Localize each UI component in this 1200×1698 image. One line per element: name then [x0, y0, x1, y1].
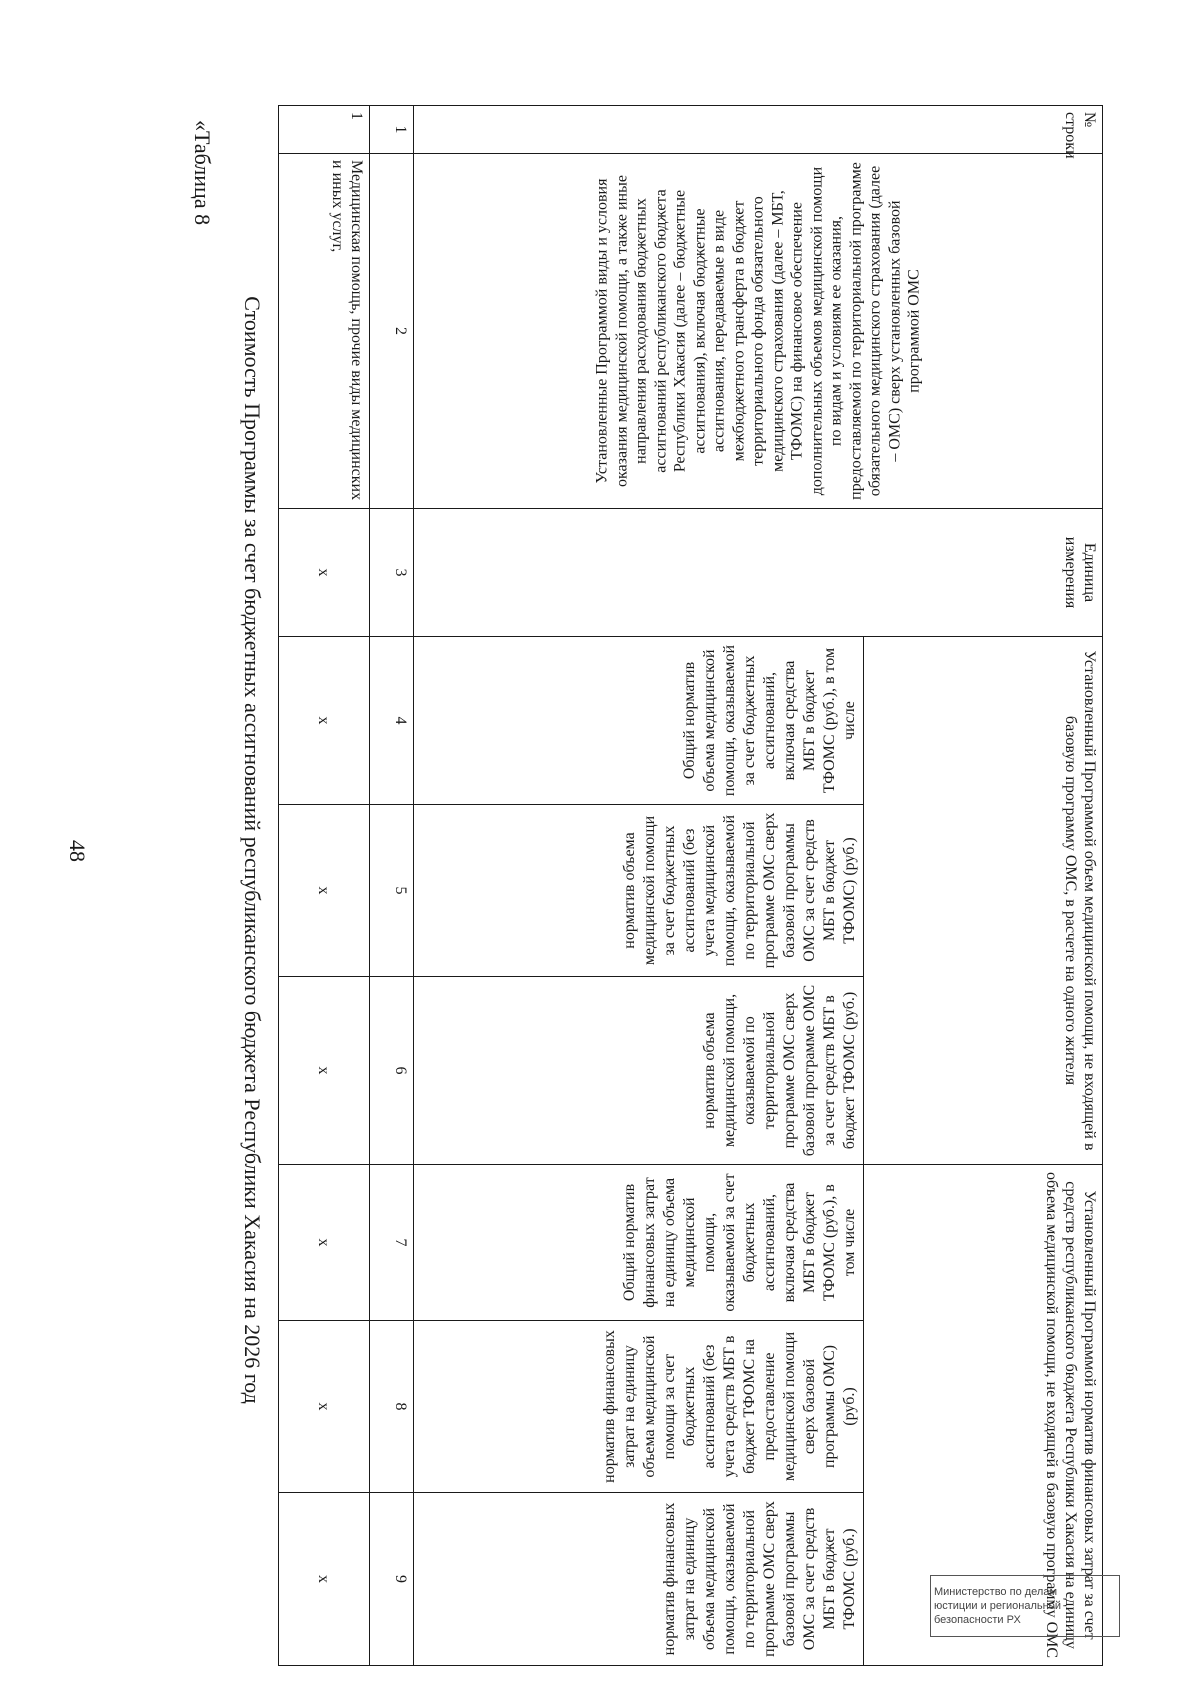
col-group-volume: Установленный Программой объем медицинской помощи, не входящей в базовую программу ОМС, в расчете на одного жителя — [863, 637, 1102, 1165]
col-header-9: норматив финансовых затрат на единицу объема медицинской помощи, оказываемой по территориальной программе ОМС сверх базовой программы ОМС за счет средств МБТ в бюджет ТФОМС (руб.) — [414, 1493, 863, 1666]
cell-c4: х — [279, 637, 370, 805]
table-tag: «Таблица 8 — [190, 120, 215, 226]
cell-c8: х — [279, 1321, 370, 1493]
stamp-line: Министерство по делам — [934, 1586, 1058, 1598]
column-number-row — [369, 106, 414, 1666]
column-number: 3 — [369, 509, 414, 637]
col-header-5: норматив объема медицинской помощи за счет бюджетных ассигнований (без учета медицинской помощи, оказываемой по территориальной программе ОМС сверх базовой программы ОМС за счет средств МБТ в бюджет ТФОМС) (руб.) — [414, 805, 863, 977]
cell-c7: х — [279, 1165, 370, 1321]
column-number: 1 — [369, 106, 414, 154]
col-header-description-text: Установленные Программой виды и условия оказания медицинской помощи, а также иные направления расходования бюджетных ассигнований республиканского бюджета Республики Хакасия (далее – бюджетные ассигнования), включая бюджетные ассигнования, передаваемые в виде межбюджетного трансферта в бюджет территориального фонда обязательного медицинского страхования (далее – МБТ, ТФОМС) на финансовое обеспечение дополнительных объемов медицинской помощи по видам и условиям ее оказания, предоставляемой по территориальной программе обязательного медицинского страхования (далее – ОМС) сверх установленных базовой программой ОМС — [593, 162, 923, 500]
col-header-8: норматив финансовых затрат на единицу объема медицинской помощи за счет бюджетных ассигнований (без учета средств МБТ в бюджет ТФОМС на предоставление медицинской помощи сверх базовой программы ОМС) (руб.) — [414, 1321, 863, 1493]
header-row-top — [863, 106, 1102, 1666]
cell-c9: х — [279, 1493, 370, 1666]
column-number: 6 — [369, 977, 414, 1165]
page-number: 48 — [65, 840, 90, 862]
col-header-unit: Единица измерения — [414, 509, 1103, 637]
column-number: 4 — [369, 637, 414, 805]
row-label: Медицинская помощь, прочие виды медицинских и иных услуг, — [279, 154, 370, 509]
cell-c3: х — [279, 509, 370, 637]
column-number: 7 — [369, 1165, 414, 1321]
registration-stamp — [930, 1575, 1120, 1637]
document-title: Стоимость Программы за счет бюджетных ассигнований республиканского бюджета Республики Хакасия на 2026 год — [240, 296, 265, 1404]
stamp-line: безопасности РХ — [934, 1614, 1021, 1626]
col-header-row-number: № строки — [414, 106, 1103, 154]
column-number: 8 — [369, 1321, 414, 1493]
table-row — [279, 106, 370, 1666]
col-header-6: норматив объема медицинской помощи, оказываемой по территориальной программе ОМС сверх базовой программе ОМС за счет средств МБТ в бюджет ТФОМС (руб.) — [414, 977, 863, 1165]
column-number: 5 — [369, 805, 414, 977]
column-number: 2 — [369, 154, 414, 509]
stamp-line: юстиции и региональной — [934, 1600, 1061, 1612]
cell-c6: х — [279, 977, 370, 1165]
col-group-cost: Установленный Программой норматив финансовых затрат за счет средств республиканского бюджета Республики Хакасия на единицу объема медицинской помощи, не входящей в базовую программу ОМС — [863, 1165, 1102, 1666]
cell-c5: х — [279, 805, 370, 977]
col-header-description — [414, 154, 1103, 509]
col-header-4: Общий норматив объема медицинской помощи, оказываемой за счет бюджетных ассигнований, включая средства МБТ в бюджет ТФОМС (руб.), в том числе — [414, 637, 863, 805]
cost-table — [278, 105, 1103, 1666]
column-number: 9 — [369, 1493, 414, 1666]
col-header-7: Общий норматив финансовых затрат на единицу объема медицинской помощи, оказываемой за счет бюджетных ассигнований, включая средства МБТ в бюджет ТФОМС (руб.), в том числе — [414, 1165, 863, 1321]
row-number: 1 — [279, 106, 370, 154]
